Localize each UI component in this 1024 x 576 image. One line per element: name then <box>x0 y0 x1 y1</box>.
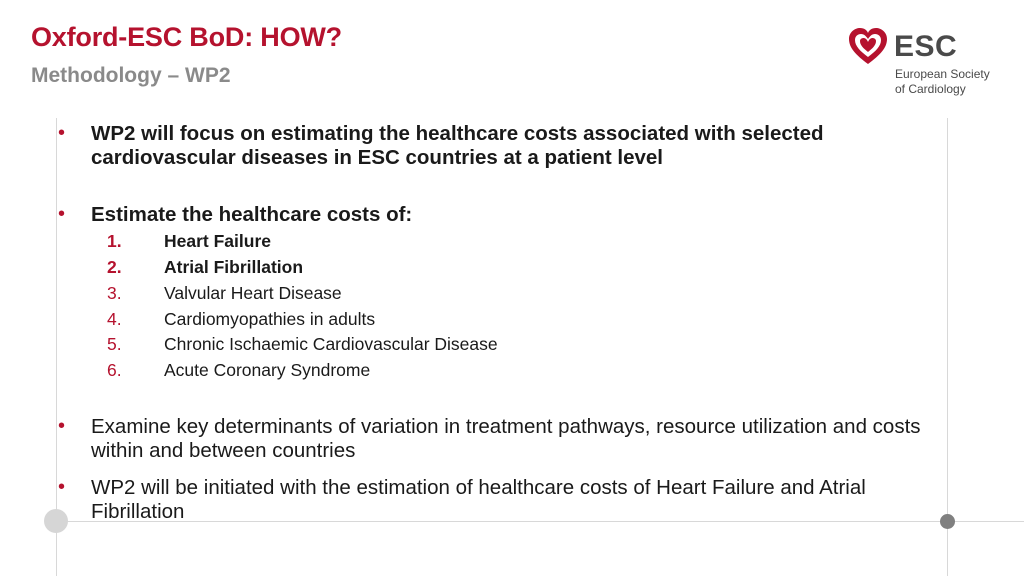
bullet-marker: • <box>58 203 66 225</box>
list-number: 5. <box>107 334 122 354</box>
list-item: Chronic Ischaemic Cardiovascular Disease <box>164 334 498 354</box>
list-number: 4. <box>107 309 122 329</box>
bullet-marker: • <box>58 415 66 437</box>
logo-text-line-1: European Society <box>895 67 990 81</box>
slide-title: Oxford-ESC BoD: HOW? <box>31 22 342 52</box>
decorative-dot-left <box>44 509 68 533</box>
heart-logo-icon <box>848 27 888 67</box>
list-number: 2. <box>107 257 122 277</box>
bullet-text-3: Examine key determinants of variation in treatment pathways, resource utilization and costs within and between countries <box>91 415 921 462</box>
list-item: Cardiomyopathies in adults <box>164 309 376 329</box>
list-item: Acute Coronary Syndrome <box>164 360 371 380</box>
bullet-text-4: WP2 will be initiated with the estimation of healthcare costs of Heart Failure and Atrial Fibrillation <box>91 476 866 523</box>
list-item: Heart Failure <box>164 231 271 251</box>
slide-subtitle: Methodology – WP2 <box>31 64 231 87</box>
list-number: 6. <box>107 360 122 380</box>
list-number: 3. <box>107 283 122 303</box>
divider-left <box>56 118 57 576</box>
bullet-text-2: Estimate the healthcare costs of: <box>91 203 413 226</box>
list-item: Atrial Fibrillation <box>164 257 304 277</box>
bullet-marker: • <box>58 476 66 498</box>
list-item: Valvular Heart Disease <box>164 283 342 303</box>
bullet-text-1: WP2 will focus on estimating the healthcare costs associated with selected cardiovascular diseases in ESC countries at a patient level <box>91 122 824 169</box>
logo-abbreviation: ESC <box>894 30 958 63</box>
esc-logo <box>848 27 1008 99</box>
bullet-marker: • <box>58 122 66 144</box>
logo-text-line-2: of Cardiology <box>895 82 966 96</box>
list-number: 1. <box>107 231 122 251</box>
